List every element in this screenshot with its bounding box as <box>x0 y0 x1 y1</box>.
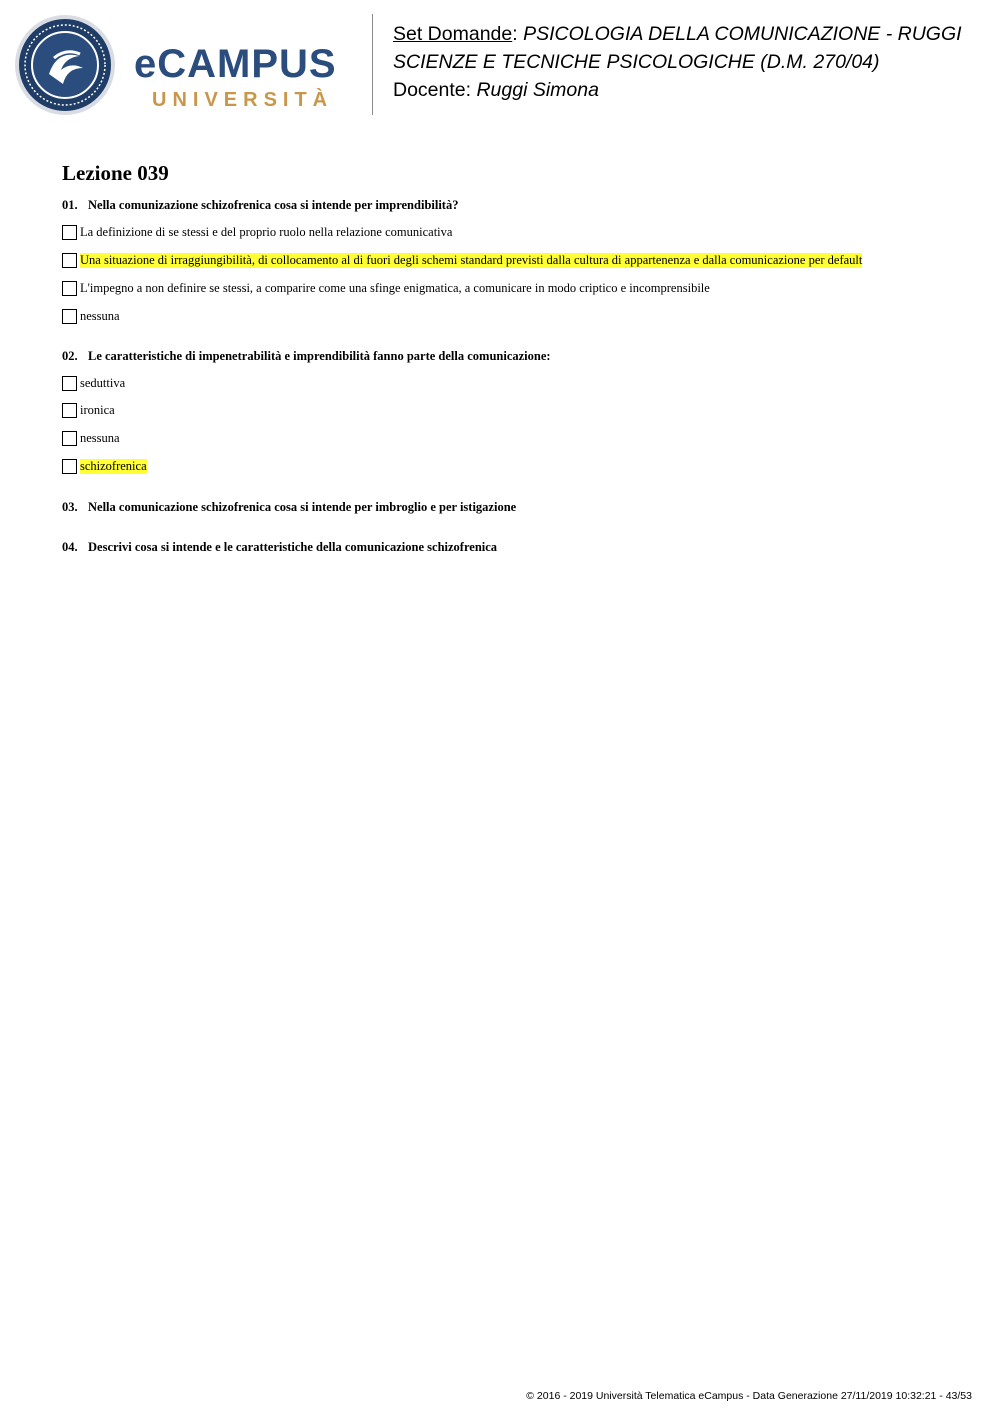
question-3 <box>62 500 516 515</box>
checkbox[interactable] <box>62 253 77 268</box>
option-1-3[interactable] <box>62 279 710 297</box>
set-label: Set Domande <box>393 23 513 45</box>
question-text: Descrivi cosa si intende e le caratteristiche della comunicazione schizofrenica <box>88 540 498 554</box>
lesson-title: Lezione 039 <box>62 161 169 185</box>
option-text-highlighted: schizofrenica <box>80 458 147 473</box>
question-text: Nella comunicazione schizofrenica cosa si intende per imbroglio e per istigazione <box>88 500 517 514</box>
header-divider <box>372 14 373 115</box>
option-text: L'impegno a non definire se stessi, a comparire come una sfinge enigmatica, a comunicare in modo criptico e incomprensibile <box>80 280 710 295</box>
question-number: 01. <box>62 198 78 212</box>
course-line <box>393 48 993 76</box>
option-2-1[interactable] <box>62 374 125 392</box>
option-text: ironica <box>80 402 115 417</box>
question-1 <box>62 198 458 213</box>
option-text: seduttiva <box>80 375 126 390</box>
page-footer: © 2016 - 2019 Università Telematica eCampus - Data Generazione 27/11/2019 10:32:21 - 43/53 <box>526 1390 972 1402</box>
checkbox[interactable] <box>62 225 77 240</box>
checkbox[interactable] <box>62 403 77 418</box>
checkbox[interactable] <box>62 431 77 446</box>
header-info <box>393 20 993 104</box>
course-name: SCIENZE E TECNICHE PSICOLOGICHE (D.M. 270/04) <box>393 51 880 73</box>
checkbox[interactable] <box>62 459 77 474</box>
question-number: 02. <box>62 349 78 363</box>
set-line: Set Domande: PSICOLOGIA DELLA COMUNICAZIONE - RUGGI <box>393 23 962 45</box>
checkbox[interactable] <box>62 281 77 296</box>
question-number: 03. <box>62 500 78 514</box>
option-text: La definizione di se stessi e del proprio ruolo nella relazione comunicativa <box>80 224 453 239</box>
option-text: nessuna <box>80 308 120 323</box>
logo-wordmark: eCAMPUS <box>134 42 337 86</box>
option-1-4[interactable] <box>62 307 120 325</box>
question-text: Nella comunizazione schizofrenica cosa si intende per imprendibilità? <box>88 198 459 212</box>
option-text-highlighted: Una situazione di irraggiungibilità, di collocamento al di fuori degli schemi standard previsti dalla cultura di appartenenza e dalla comunicazione per default <box>80 252 863 267</box>
option-1-1[interactable] <box>62 223 452 241</box>
teacher-name: Ruggi Simona <box>476 79 599 101</box>
question-2 <box>62 349 551 364</box>
question-number: 04. <box>62 540 78 554</box>
ecampus-logo <box>14 14 359 116</box>
teacher-line <box>393 76 993 104</box>
checkbox[interactable] <box>62 309 77 324</box>
set-value: PSICOLOGIA DELLA COMUNICAZIONE - RUGGI <box>523 23 962 45</box>
checkbox[interactable] <box>62 376 77 391</box>
logo-subtitle: UNIVERSITÀ <box>152 89 334 111</box>
question-text: Le caratteristiche di impenetrabilità e imprendibilità fanno parte della comunicazione: <box>88 349 551 363</box>
option-2-3[interactable] <box>62 429 120 447</box>
option-1-2[interactable] <box>62 251 862 269</box>
option-2-4[interactable] <box>62 457 147 475</box>
option-text: nessuna <box>80 430 120 445</box>
university-seal-icon <box>14 14 116 116</box>
question-4 <box>62 540 497 555</box>
teacher-label: Docente: <box>393 79 477 101</box>
option-2-2[interactable] <box>62 401 115 419</box>
